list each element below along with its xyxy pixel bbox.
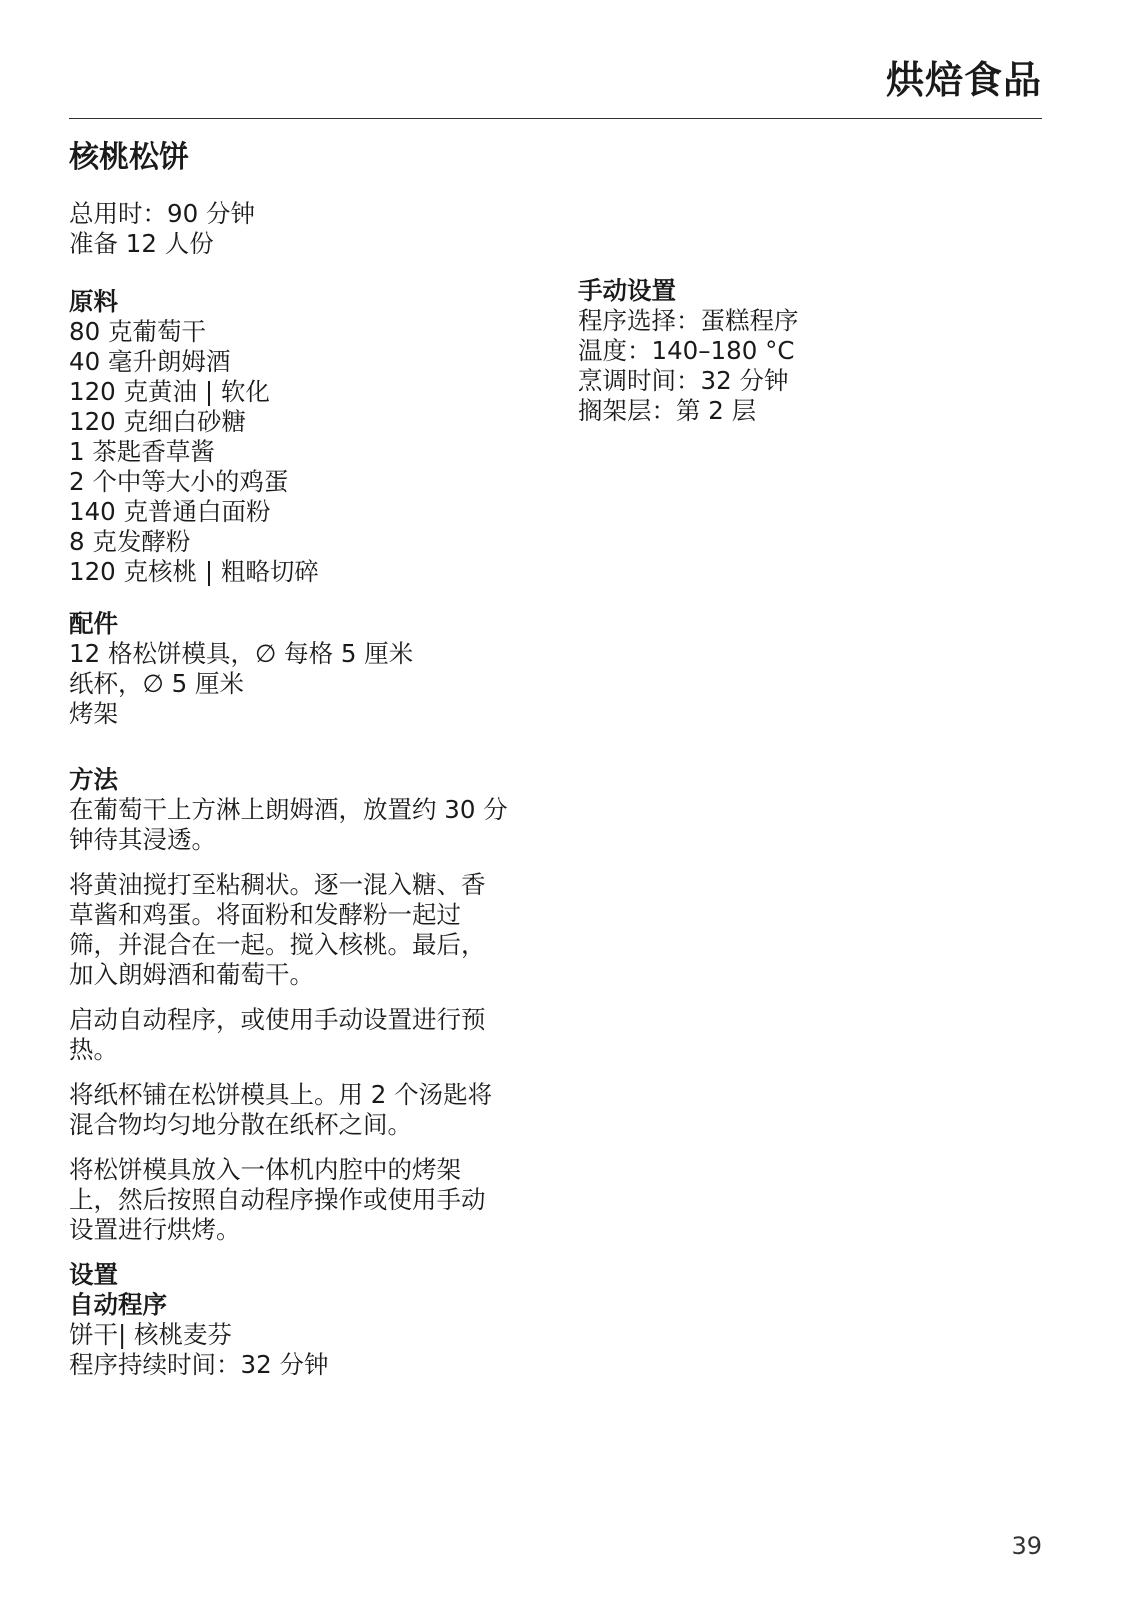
ingredient-item: 40 毫升朗姆酒	[69, 347, 231, 376]
page-number: 39	[1011, 1532, 1042, 1560]
ingredients-section	[69, 287, 549, 587]
accessories-heading: 配件	[69, 609, 118, 638]
auto-program-name: 饼干| 核桃麦芬	[69, 1320, 233, 1349]
manual-settings-section	[578, 276, 1038, 426]
total-time: 总用时：90 分钟	[69, 199, 255, 228]
method-step	[69, 870, 549, 990]
settings-heading: 设置	[69, 1260, 118, 1289]
ingredients-heading: 原料	[69, 287, 118, 316]
ingredient-item: 120 克核桃 | 粗略切碎	[69, 557, 319, 586]
method-step-line: 在葡萄干上方淋上朗姆酒，放置约 30 分	[69, 795, 508, 824]
accessories-section	[69, 609, 549, 729]
method-section	[69, 765, 549, 1245]
accessory-item: 12 格松饼模具，∅ 每格 5 厘米	[69, 639, 414, 668]
method-step-line: 热。	[69, 1035, 118, 1064]
manual-settings-heading: 手动设置	[578, 276, 676, 305]
auto-program-heading: 自动程序	[69, 1290, 167, 1319]
method-step	[69, 795, 549, 855]
manual-setting-item: 温度：140–180 °C	[578, 336, 795, 365]
method-step	[69, 1080, 549, 1140]
method-heading: 方法	[69, 765, 118, 794]
method-step-line: 设置进行烘烤。	[69, 1215, 241, 1244]
ingredient-item: 120 克细白砂糖	[69, 407, 247, 436]
accessory-item: 烤架	[69, 699, 118, 728]
settings-section	[69, 1260, 549, 1380]
ingredient-item: 80 克葡萄干	[69, 317, 206, 346]
method-step-line: 上，然后按照自动程序操作或使用手动	[69, 1185, 486, 1214]
left-column	[69, 138, 549, 1380]
ingredient-item: 1 茶匙香草酱	[69, 437, 215, 466]
recipe-title: 核桃松饼	[69, 140, 189, 175]
method-step-line: 将黄油搅打至粘稠状。逐一混入糖、香	[69, 870, 486, 899]
manual-setting-item: 搁架层：第 2 层	[578, 396, 757, 425]
ingredient-item: 8 克发酵粉	[69, 527, 191, 556]
section-title: 烘焙食品	[885, 58, 1042, 102]
method-step-line: 将纸杯铺在松饼模具上。用 2 个汤匙将	[69, 1080, 493, 1109]
method-step-line: 加入朗姆酒和葡萄干。	[69, 960, 314, 989]
manual-setting-item: 程序选择：蛋糕程序	[578, 306, 799, 335]
auto-program-duration: 程序持续时间：32 分钟	[69, 1350, 329, 1379]
servings: 准备 12 人份	[69, 229, 214, 258]
method-step	[69, 1155, 549, 1245]
header-divider	[69, 118, 1042, 119]
method-step-line: 启动自动程序，或使用手动设置进行预	[69, 1005, 486, 1034]
method-step-line: 将松饼模具放入一体机内腔中的烤架	[69, 1155, 461, 1184]
method-step-line: 筛，并混合在一起。搅入核桃。最后，	[69, 930, 486, 959]
method-step-line: 草酱和鸡蛋。将面粉和发酵粉一起过	[69, 900, 461, 929]
method-step	[69, 1005, 549, 1065]
ingredient-item: 2 个中等大小的鸡蛋	[69, 467, 289, 496]
ingredient-item: 140 克普通白面粉	[69, 497, 271, 526]
method-step-line: 混合物均匀地分散在纸杯之间。	[69, 1110, 412, 1139]
method-step-line: 钟待其浸透。	[69, 825, 216, 854]
accessory-item: 纸杯，∅ 5 厘米	[69, 669, 245, 698]
right-column	[578, 276, 1038, 426]
ingredient-item: 120 克黄油 | 软化	[69, 377, 270, 406]
recipe-meta	[69, 199, 549, 259]
manual-setting-item: 烹调时间：32 分钟	[578, 366, 789, 395]
